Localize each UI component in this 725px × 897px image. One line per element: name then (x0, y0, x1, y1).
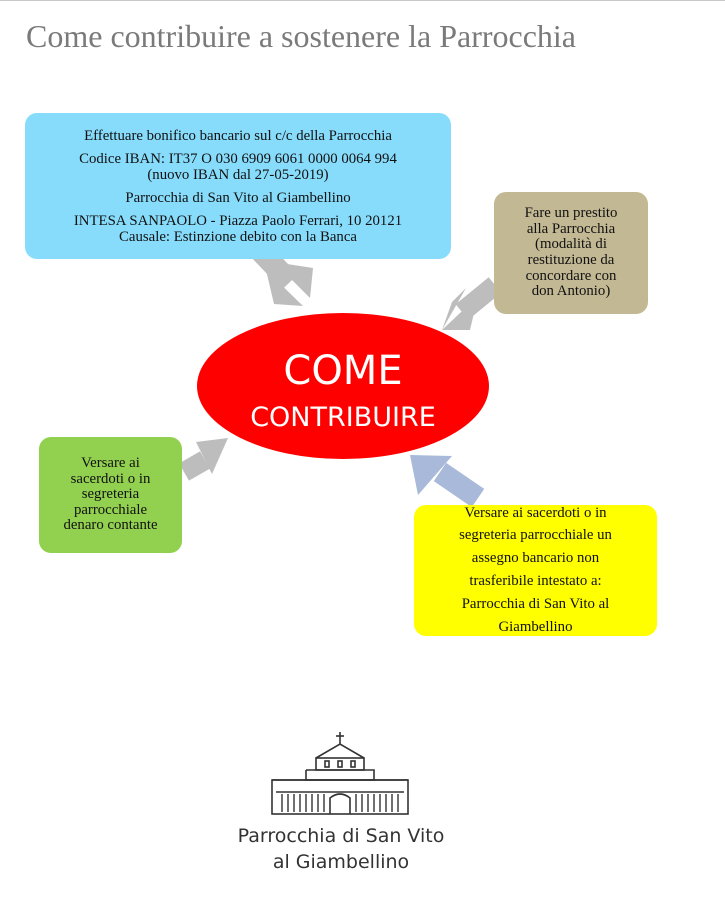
arrow-check-to-center (410, 455, 478, 498)
arrow-loan-to-center (442, 285, 495, 330)
loan-line: (modalità di (535, 236, 607, 253)
logo-text-line2: al Giambellino (272, 851, 410, 873)
bank-transfer-line: Effettuare bonifico bancario sul c/c della Parrocchia (84, 127, 392, 144)
cash-line: sacerdoti o in (70, 470, 151, 487)
payee-line: Parrocchia di San Vito al (461, 596, 610, 613)
payee-line: Giambellino (498, 618, 573, 635)
beneficiary-line: Parrocchia di San Vito al Giambellino (125, 189, 351, 206)
payment-reason-line: Causale: Estinzione debito con la Banca (119, 228, 357, 245)
loan-line: Fare un prestito (524, 205, 618, 222)
loan-line: alla Parrocchia (526, 220, 616, 237)
check-payee (424, 597, 647, 635)
check-line: segreteria parrocchiale un (459, 527, 612, 544)
iban-note-line: (nuovo IBAN dal 27-05-2019) (147, 166, 329, 183)
cash-line: denaro contante (63, 517, 158, 534)
loan-line: restituzione da (527, 252, 615, 268)
check-instructions (424, 506, 647, 589)
loan-line: concordare con (525, 267, 617, 284)
cash-box (39, 437, 182, 553)
check-box (414, 505, 657, 636)
bank-transfer-box (25, 113, 451, 259)
cash-line: parrocchiale (73, 501, 148, 518)
cash-line: Versare ai (81, 455, 140, 472)
arrow-cash-to-center (184, 438, 228, 474)
loan-line: don Antonio) (531, 283, 611, 300)
iban-line: Codice IBAN: IT37 O 030 6909 6061 0000 0064 994 (79, 150, 397, 167)
logo-text-line1: Parrocchia di San Vito (237, 825, 445, 847)
cash-line: segreteria (81, 486, 140, 503)
check-line: assegno bancario non (471, 549, 600, 566)
parish-logo (212, 710, 470, 890)
center-label-line1: COME (283, 348, 403, 394)
church-icon (212, 710, 470, 822)
center-label-line2: CONTRIBUIRE (250, 402, 436, 433)
loan-box (494, 192, 648, 314)
page-title: Come contribuire a sostenere la Parrocchia (26, 18, 576, 54)
bank-address-line: INTESA SANPAOLO - Piazza Paolo Ferrari, 10 20121 (73, 212, 403, 229)
check-line: trasferibile intestato a: (469, 572, 602, 589)
check-line: Versare ai sacerdoti o in (464, 504, 607, 521)
